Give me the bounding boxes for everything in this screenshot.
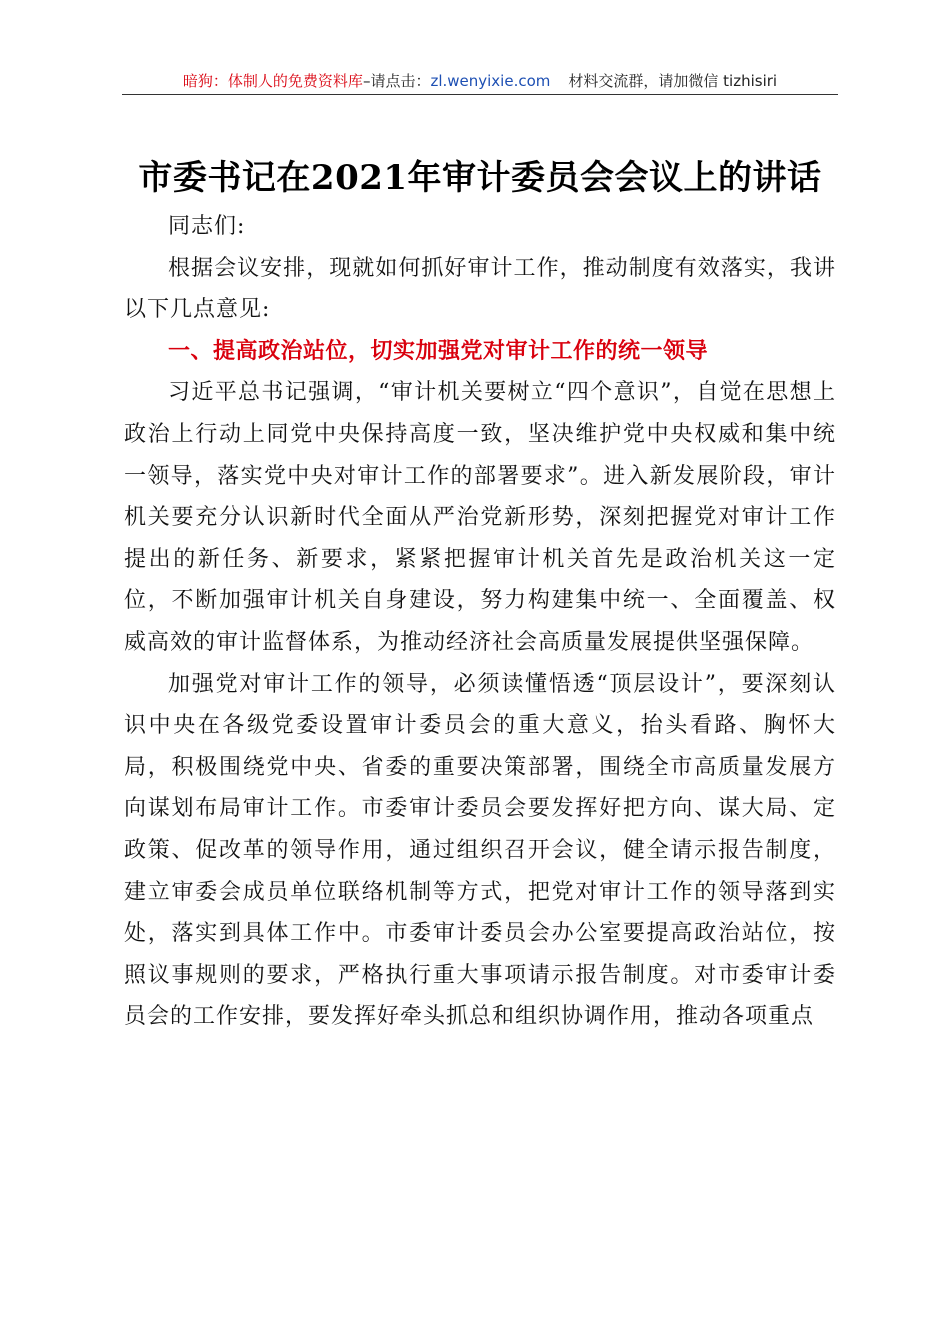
section-heading-1: 一、提高政治站位，切实加强党对审计工作的统一领导 [168,338,709,364]
header-wechat-note: 材料交流群，请加微信 tizhisiri [568,72,778,90]
body-paragraph-1: 习近平总书记强调，“审计机关要树立“四个意识”，自觉在思想上政治上行动上同党中央保持高度一致，坚决维护党中央权威和集中统一领导，落实党中央对审计工作的部署要求”。进入新发展阶段，审计机关要充分认识新时代全面从严治党新形势，深刻把握党对审计工作提出的新任务、新要求，紧紧把握审计机关首先是政治机关这一定位，不断加强审计机关自身建设，努力构建集中统一、全面覆盖、权威高效的审计监督体系，为推动经济社会高质量发展提供坚强保障。 [124,380,836,655]
header-site-link[interactable]: zl.wenyixie.com [430,72,551,90]
document-body [124,206,836,1038]
page-header [122,68,838,95]
intro-paragraph: 根据会议安排，现就如何抓好审计工作，推动制度有效落实，我讲以下几点意见: [124,255,836,323]
document-title: 市委书记在2021年审计委员会会议上的讲话 [138,158,822,198]
body-paragraph-2: 加强党对审计工作的领导，必须读懂悟透“顶层设计”，要深刻认识中央在各级党委设置审计委员会的重大意义，抬头看路、胸怀大局，积极围绕党中央、省委的重要决策部署，围绕全市高质量发展方向谋划布局审计工作。市委审计委员会要发挥好把方向、谋大局、定政策、促改革的领导作用，通过组织召开会议，健全请示报告制度，建立审委会成员单位联络机制等方式，把党对审计工作的领导落到实处，落实到具体工作中。市委审计委员会办公室要提高政治站位，按照议事规则的要求，严格执行重大事项请示报告制度。对市委审计委员会的工作安排，要发挥好牵头抓总和组织协调作用，推动各项重点 [124,671,836,1030]
header-promo-text: 暗狗：体制人的免费资料库 [182,72,363,90]
salutation: 同志们: [168,214,246,239]
header-click-prompt: –请点击： [362,72,431,90]
